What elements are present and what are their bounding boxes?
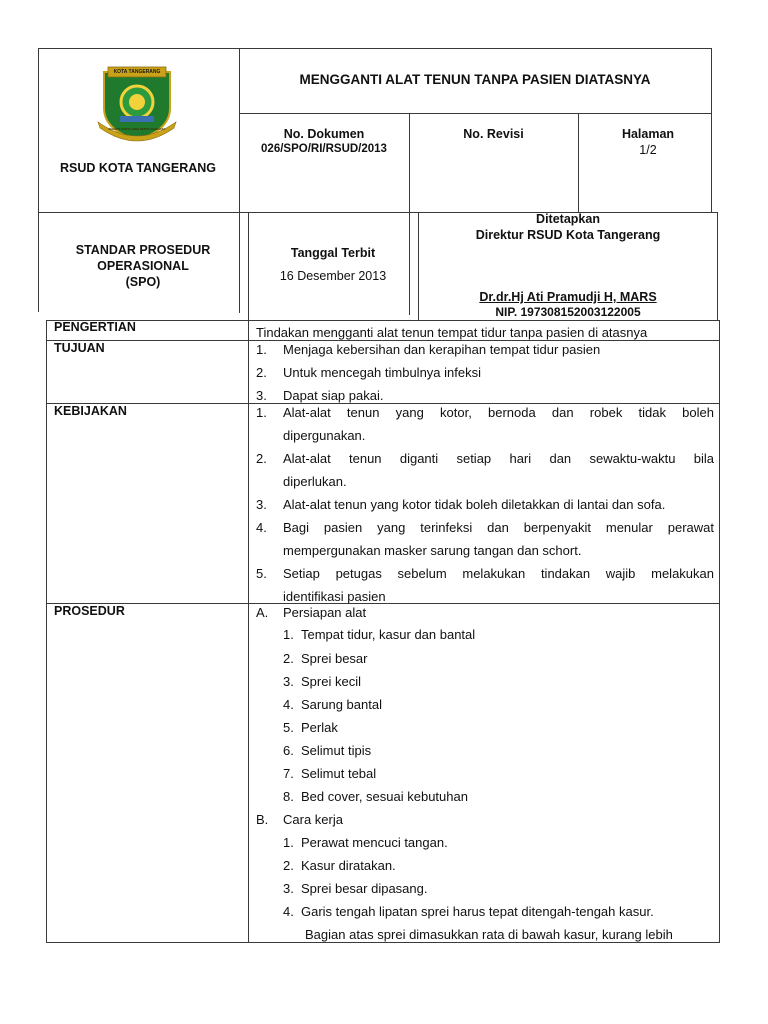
list-text: Menjaga kebersihan dan kerapihan tempat tidur pasien [283, 342, 601, 357]
kebijakan-label: KEBIJAKAN [54, 404, 127, 418]
list-text-line: mempergunakan masker sarung tangan dan schort. [283, 543, 582, 558]
page-value: 1/2 [639, 143, 657, 157]
list-number: 1. [256, 405, 267, 420]
list-text-line: Alat-alat tenun yang kotor tidak boleh diletakkan di lantai dan sofa. [283, 497, 666, 512]
list-number: 3. [283, 674, 294, 689]
list-number: 4. [283, 904, 294, 919]
list-text-line: Bagi pasien yang terinfeksi dan berpenyakit menular perawat [283, 520, 714, 535]
list-number: 3. [256, 388, 267, 403]
list-number: 3. [256, 497, 267, 512]
list-number: 2. [283, 651, 294, 666]
list-text: Sprei besar [301, 651, 368, 666]
established-label: Ditetapkan [536, 212, 600, 226]
director-name: Dr.dr.Hj Ati Pramudji H, MARS [479, 290, 657, 304]
list-text: Tempat tidur, kasur dan bantal [301, 627, 476, 642]
city-emblem-icon [94, 64, 180, 144]
list-number: 7. [283, 766, 294, 781]
list-number: 2. [283, 858, 294, 873]
list-text: Sprei kecil [301, 674, 361, 689]
list-number: 1. [256, 342, 267, 357]
spo-line-3: (SPO) [125, 275, 161, 289]
list-text: Untuk mencegah timbulnya infeksi [283, 365, 481, 380]
list-text-line: Setiap petugas sebelum melakukan tindakan wajib melakukan [283, 566, 714, 581]
section-title: Cara kerja [283, 812, 343, 827]
director-nip: NIP. 197308152003122005 [495, 305, 641, 319]
director-title: Direktur RSUD Kota Tangerang [475, 228, 661, 242]
list-text-line: Alat-alat tenun diganti setiap hari dan sewaktu-waktu bila [283, 451, 714, 466]
tujuan-label: TUJUAN [54, 341, 105, 355]
spo-title [38, 242, 248, 290]
list-text-line: diperlukan. [283, 474, 347, 489]
issue-date-label: Tanggal Terbit [290, 246, 376, 260]
list-number: 5. [283, 720, 294, 735]
doc-number-value: 026/SPO/RI/RSUD/2013 [261, 143, 387, 155]
pengertian-label: PENGERTIAN [54, 320, 136, 334]
section-letter: B. [256, 812, 269, 827]
list-text: Garis tengah lipatan sprei harus tepat ditengah-tengah kasur. [301, 904, 654, 919]
spo-line-1: STANDAR PROSEDUR [75, 243, 211, 257]
issue-date-value: 16 Desember 2013 [279, 269, 387, 283]
logo-motto-text: BHAKTI KARYA ADHI KERTA RAHARJA [108, 127, 166, 131]
list-text-line: identifikasi pasien [283, 589, 386, 604]
list-text: Bed cover, sesuai kebutuhan [301, 789, 468, 804]
list-text-line: Alat-alat tenun yang kotor, bernoda dan robek tidak boleh [283, 405, 714, 420]
list-number: 2. [256, 365, 267, 380]
continuation-text: Bagian atas sprei dimasukkan rata di bawah kasur, kurang lebih [305, 927, 673, 942]
list-number: 3. [283, 881, 294, 896]
list-text: Sprei besar dipasang. [301, 881, 428, 896]
pengertian-text: Tindakan mengganti alat tenun tempat tidur tanpa pasien di atasnya [256, 325, 648, 340]
list-text: Kasur diratakan. [301, 858, 396, 873]
list-text-line: dipergunakan. [283, 428, 366, 443]
section-title: Persiapan alat [283, 605, 367, 620]
list-text: Selimut tipis [301, 743, 372, 758]
list-number: 1. [283, 627, 294, 642]
list-number: 6. [283, 743, 294, 758]
list-text: Dapat siap pakai. [283, 388, 384, 403]
list-text: Perawat mencuci tangan. [301, 835, 448, 850]
doc-number-label: No. Dokumen [283, 127, 365, 141]
page-title: MENGGANTI ALAT TENUN TANPA PASIEN DIATASNYA [299, 72, 651, 87]
prosedur-label: PROSEDUR [54, 604, 125, 618]
list-number: 4. [256, 520, 267, 535]
list-text: Selimut tebal [301, 766, 377, 781]
revision-label: No. Revisi [463, 127, 524, 141]
list-number: 4. [283, 697, 294, 712]
list-text: Sarung bantal [301, 697, 382, 712]
hospital-name: RSUD KOTA TANGERANG [59, 161, 216, 175]
section-letter: A. [256, 605, 269, 620]
spo-line-2: OPERASIONAL [97, 259, 189, 273]
page-label: Halaman [621, 127, 675, 141]
list-number: 8. [283, 789, 294, 804]
list-number: 1. [283, 835, 294, 850]
list-text: Perlak [301, 720, 338, 735]
logo-banner-text: KOTA TANGERANG [113, 69, 161, 75]
hospital-logo [94, 64, 180, 144]
list-number: 2. [256, 451, 267, 466]
list-number: 5. [256, 566, 267, 581]
